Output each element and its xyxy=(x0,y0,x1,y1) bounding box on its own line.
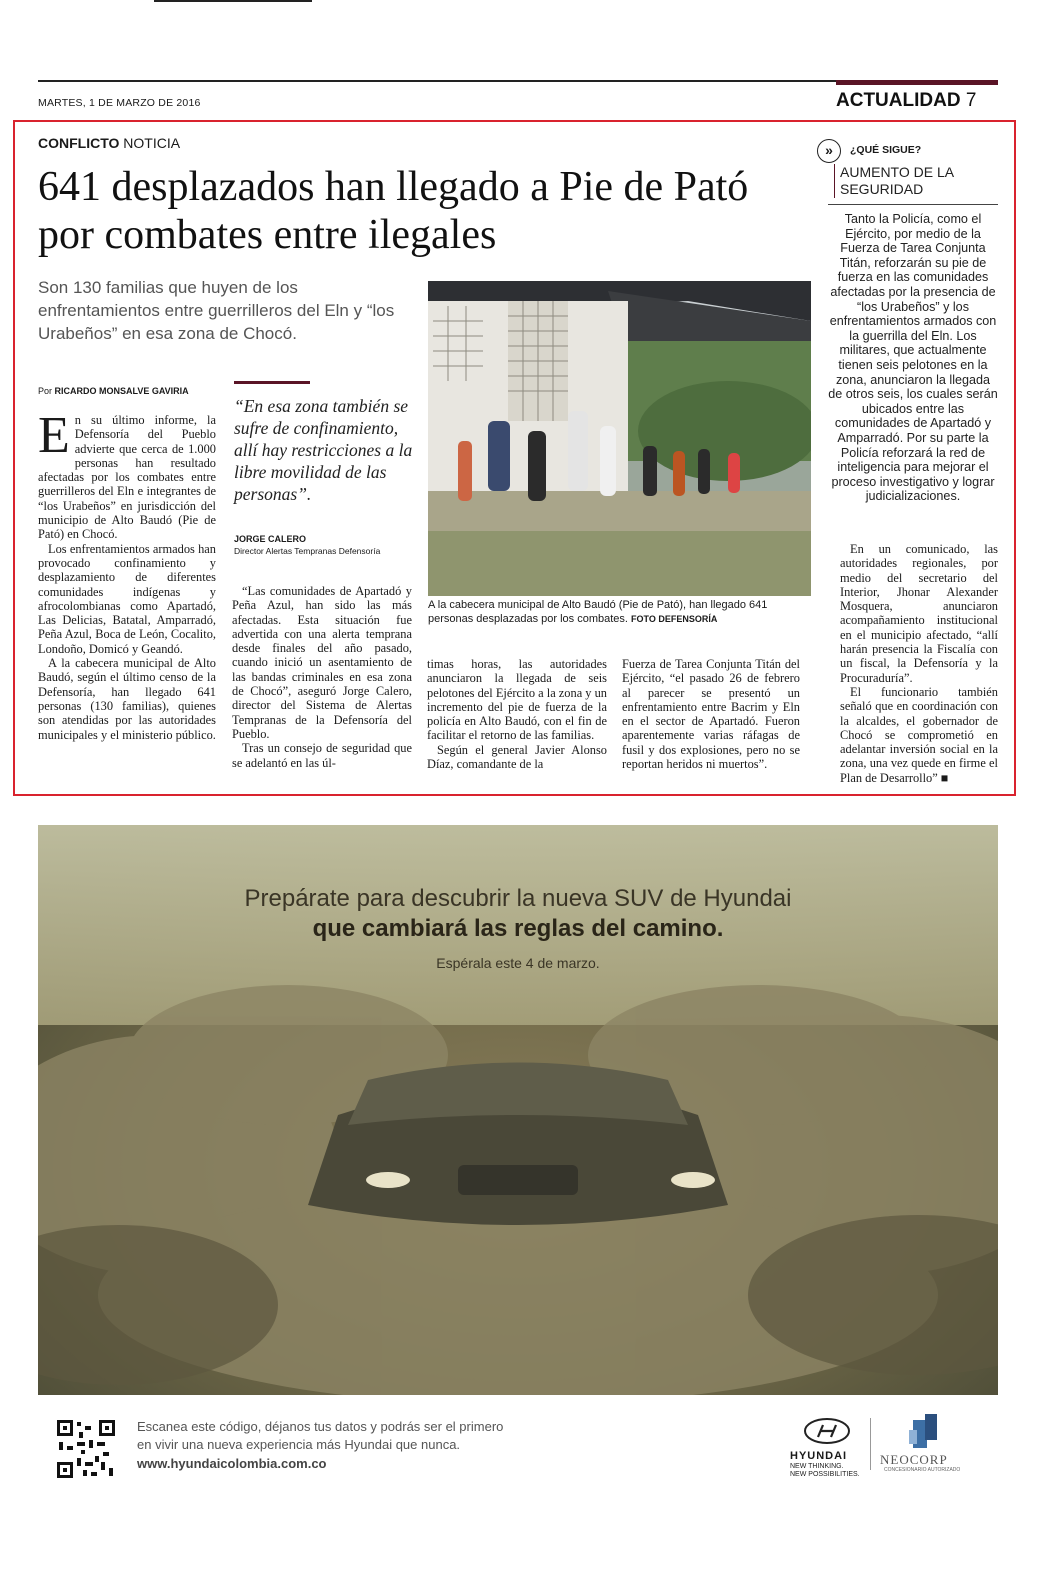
byline-name: RICARDO MONSALVE GAVIRIA xyxy=(54,386,189,396)
col2-paragraph-1: “Las comunidades de Apartadó y Peña Azul, han sido las más afectadas. Esta situación fue advertida con una alerta temprana desde finales del año pasado, cuando inició un asentamiento de las bandas criminales en esa zona de Chocó”, aseguró Jorge Calero, director del Sistema de Alertas Tempranas de la Defensoría del Pueblo. xyxy=(232,584,412,741)
quote-role: Director Alertas Tempranas Defensoría xyxy=(234,546,381,556)
hyundai-advertisement xyxy=(38,825,998,1395)
caption-text: A la cabecera municipal de Alto Baudó (Pie de Pató), han llegado 641 personas desplazadas por los combates. xyxy=(428,599,768,625)
ad-cta-line2: en vivir una nueva experiencia más Hyundai que nunca. xyxy=(137,1437,461,1452)
dropcap: E xyxy=(38,413,70,464)
double-chevron-icon: » xyxy=(817,139,841,163)
article-kicker xyxy=(38,135,180,151)
section-accent-bar xyxy=(836,80,998,85)
sidebar-title: AUMENTO DE LA SEGURIDAD xyxy=(840,164,954,197)
section-label xyxy=(836,90,976,112)
sidebar-kicker: ¿QUÉ SIGUE? xyxy=(850,144,922,156)
sidebar-divider xyxy=(828,204,998,205)
top-edge-rule xyxy=(154,0,312,2)
col1-paragraph-2: Los enfrentamientos armados han provocado confinamiento y desplazamiento de diferentes comunidades indígenas y afrocolombianas como Apartadó, Las Delicias, Batatal, Amparradó, Peña Azul, Boca de León, Cocalito, Londoño, Domicó y Geandó. xyxy=(38,541,216,656)
quote-rule xyxy=(234,381,310,384)
column-5 xyxy=(840,542,998,787)
col1-paragraph-3: A la cabecera municipal de Alto Baudó, según el último censo de la Defensoría, han llegado 641 personas (130 familias), quienes son atendidas por las autoridades municipales y el ministerio público. xyxy=(38,656,216,742)
issue-date: MARTES, 1 DE MARZO DE 2016 xyxy=(38,97,201,109)
kicker-topic: CONFLICTO xyxy=(38,135,120,151)
hyundai-tag-line1: NEW THINKING. xyxy=(790,1463,844,1470)
hyundai-tagline xyxy=(790,1463,860,1479)
logo-separator xyxy=(870,1418,871,1470)
sidebar-body: Tanto la Policía, como el Ejército, por medio de la Fuerza de Tarea Conjunta Titán, reforzarán su pie de fuerza en las comunidades afectadas por la presencia de “los Urabeños” y los enfrentamientos armados con la guerrilla del Eln. Los militares, que actualmente tienen seis pelotones en la zona, anunciaron la llegada de otros seis, los cuales serán ubicados entre las comunidades de Apartadó y Amparradó. Por su parte la Policía reforzará la red de inteligencia para mejorar el proceso investigativo y lograr judicializaciones. xyxy=(828,212,998,504)
neocorp-brand: NEOCORP xyxy=(880,1452,948,1467)
col3-paragraph-2: Según el general Javier Alonso Díaz, comandante de la xyxy=(427,742,607,772)
section-name: ACTUALIDAD xyxy=(836,90,961,111)
col3-paragraph-1: timas horas, las autoridades anunciaron la llegada de seis pelotones del Ejército a la zona y un incremento del pie de fuerza de la policía en Alto Baudó, con el fin de facilitar el retorno de las familias. xyxy=(427,657,607,743)
hyundai-logo xyxy=(790,1415,864,1452)
kicker-type: NOTICIA xyxy=(119,135,181,151)
sidebar-title-rule xyxy=(834,164,835,198)
col1-p1-text: n su último informe, la Defensoría del Pueblo advierte que cerca de 1.000 personas han resultado afectadas por los combates entre guerrilleros del Eln e integrantes de “los Urabeños” en jurisdicción del municipio de Alto Baudó (Pie de Pató) en Chocó. xyxy=(38,413,216,542)
headline: 641 desplazados han llegado a Pie de Pató por combates entre ilegales xyxy=(38,164,749,258)
pull-quote: “En esa zona también se sufre de confinamiento, allí hay restricciones a la libre movilidad de las personas”. xyxy=(234,396,413,504)
ad-url-link[interactable]: www.hyundaicolombia.com.co xyxy=(137,1456,327,1471)
column-3 xyxy=(427,657,607,787)
col5-paragraph-2: El funcionario también señaló que en coordinación con la alcaldes, el gobernador de Chocó se comprometió en adelantar inversión social en la zona, una vez quede en firme el Plan de Desarrollo” ■ xyxy=(840,684,998,785)
quote-author: JORGE CALERO xyxy=(234,534,307,544)
byline xyxy=(38,386,189,396)
hyundai-tag-line2: NEW POSSIBILITIES. xyxy=(790,1471,860,1478)
col4-paragraph-1: Fuerza de Tarea Conjunta Titán del Ejército, “el pasado 26 de febrero al parecer se presentó un enfrentamiento entre Bacrim y Eln en el sector de Apartadó. Fueron aparentemente varias ráfagas de fusil y dos explosiones, pero no se reportan heridos ni muertos”. xyxy=(622,657,800,772)
qr-code-icon[interactable] xyxy=(55,1418,117,1480)
ad-cta-line1: Escanea este código, déjanos tus datos y podrás ser el primero xyxy=(137,1419,504,1434)
photo-caption xyxy=(428,599,808,626)
ad-headline-line1: Prepárate para descubrir la nueva SUV de Hyundai xyxy=(244,885,792,912)
page-number: 7 xyxy=(965,90,977,111)
col2-paragraph-2: Tras un consejo de seguridad que se adelantó en las úl- xyxy=(232,741,412,770)
ad-headline-line2: que cambiará las reglas del camino. xyxy=(312,915,724,942)
ad-date-line: Espérala este 4 de marzo. xyxy=(436,955,600,971)
byline-prefix: Por xyxy=(38,386,55,396)
deck: Son 130 familias que huyen de los enfrentamientos entre guerrilleros del Eln y “los Urabeños” en esa zona de Chocó. xyxy=(38,278,395,343)
photo-credit: FOTO DEFENSORÍA xyxy=(631,613,718,624)
neocorp-logo xyxy=(895,1412,945,1453)
neocorp-tagline: CONCESIONARIO AUTORIZADO xyxy=(884,1467,961,1473)
col1-paragraph-1 xyxy=(38,413,216,542)
column-1 xyxy=(38,413,216,785)
news-photo xyxy=(428,281,811,596)
column-2 xyxy=(232,584,412,784)
ad-call-to-action xyxy=(137,1418,503,1454)
col5-paragraph-1: En un comunicado, las autoridades regionales, por medio del secretario del Interior, Jhonar Alexander Mosquera, anunciaron acompañamiento institucional en el municipio afectado, “allí harán presencia la Fiscalía con un fiscal, la Defensoría y la Procuraduría”. xyxy=(840,542,998,685)
hyundai-brand: HYUNDAI xyxy=(790,1450,848,1462)
column-4 xyxy=(622,657,800,787)
